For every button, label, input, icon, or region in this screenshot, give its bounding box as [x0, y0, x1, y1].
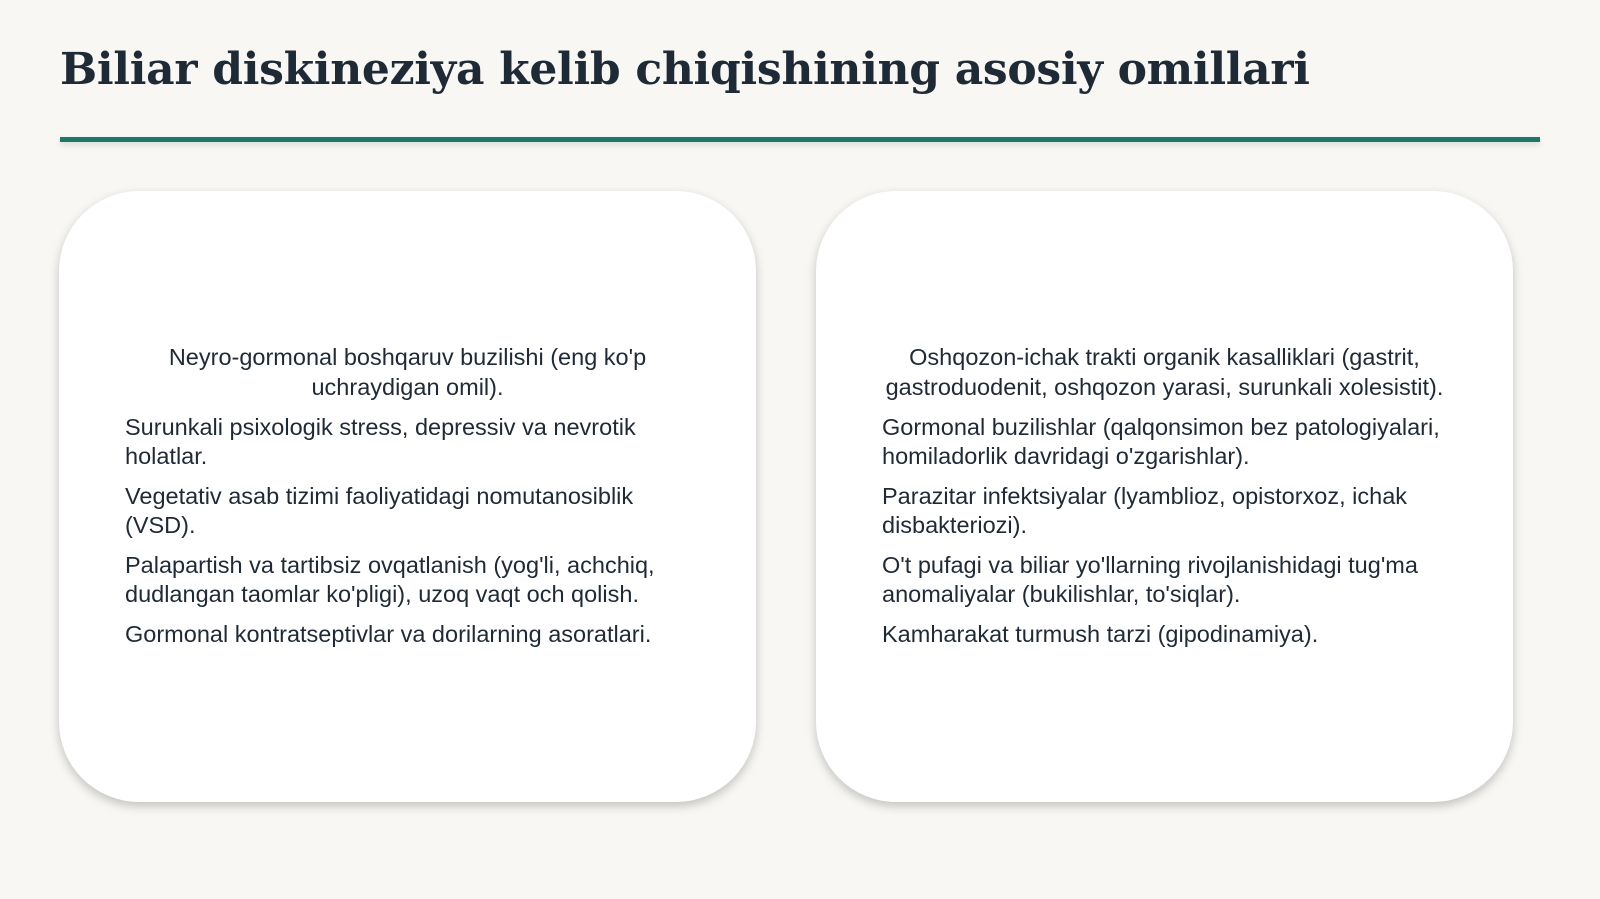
title-divider	[60, 137, 1540, 142]
slide-title: Biliar diskineziya kelib chiqishining asosiy omillari	[60, 44, 1310, 95]
right-factor-item: Oshqozon-ichak trakti organik kasalliklari (gastrit, gastroduodenit, oshqozon yarasi, surunkali xolesistit).	[885, 344, 1444, 400]
right-factor-item: Parazitar infektsiyalar (lyamblioz, opistorxoz, ichak disbakteriozi).	[882, 482, 1408, 539]
left-factor-item: Palapartish va tartibsiz ovqatlanish (yog'li, achchiq, dudlangan taomlar ko'pligi), uzoq vaqt och qolish.	[125, 551, 655, 608]
right-factor-item: Gormonal buzilishlar (qalqonsimon bez patologiyalari, homiladorlik davridagi o'zgarishlar).	[882, 413, 1440, 470]
left-factor-item: Neyro-gormonal boshqaruv buzilishi (eng ko'p uchraydigan omil).	[168, 344, 647, 400]
left-factor-item: Vegetativ asab tizimi faoliyatidagi nomutanosiblik (VSD).	[125, 482, 634, 539]
left-factors-card	[59, 191, 756, 802]
left-factor-item: Surunkali psixologik stress, depressiv va nevrotik holatlar.	[125, 413, 636, 470]
right-factors-list	[882, 343, 1447, 649]
right-factor-item: O't pufagi va biliar yo'llarning rivojlanishidagi tug'ma anomaliyalar (bukilishlar, to'siqlar).	[882, 551, 1418, 608]
right-factor-item: Kamharakat turmush tarzi (gipodinamiya).	[882, 621, 1319, 648]
left-factor-item: Gormonal kontratseptivlar va dorilarning asoratlari.	[125, 621, 652, 648]
left-factors-list	[125, 343, 690, 649]
right-factors-card	[816, 191, 1513, 802]
